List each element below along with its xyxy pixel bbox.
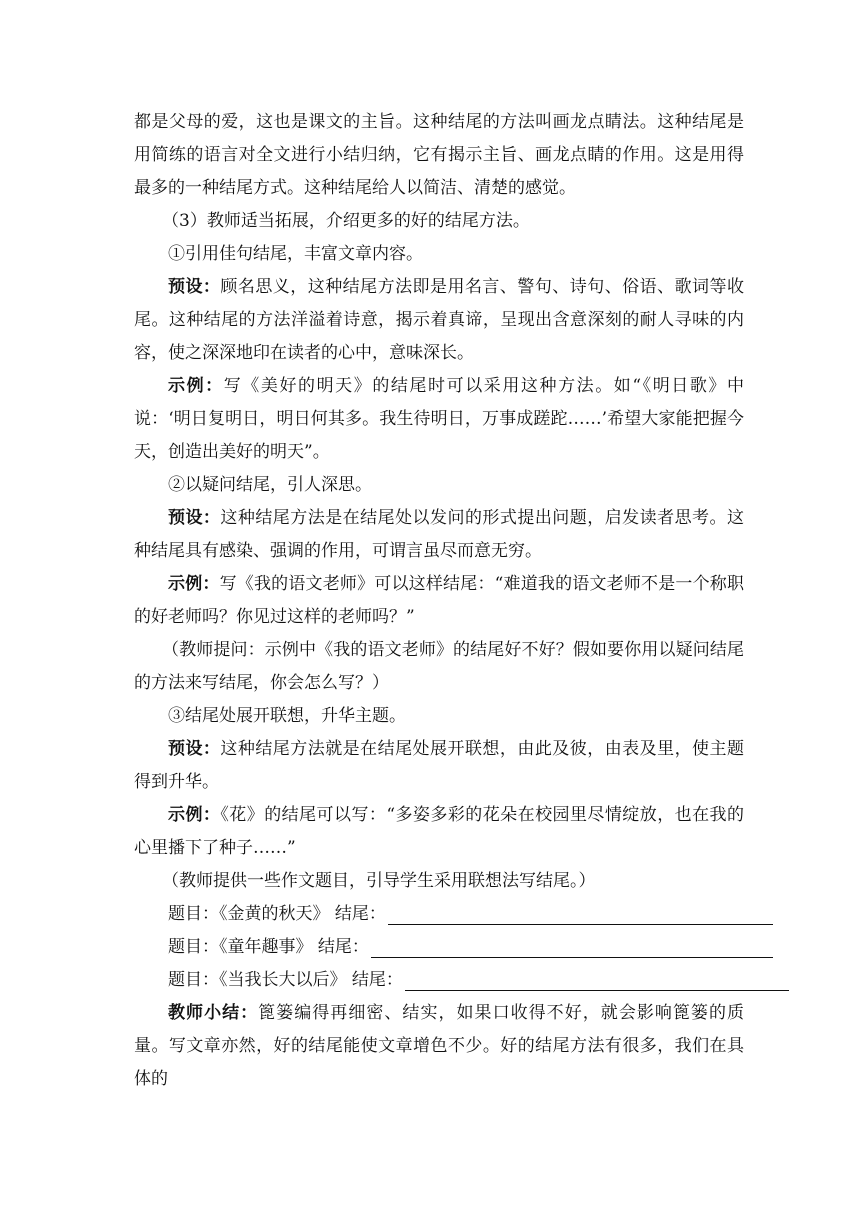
method-1-preset [134, 271, 744, 370]
summary-label: 教师小结： [168, 1003, 259, 1023]
example-text: 《花》的结尾可以写：“多姿多彩的花朵在校园里尽情绽放，也在我的心里播下了种子……” [134, 805, 745, 858]
method-3-heading: ③结尾处展开联想，升华主题。 [168, 706, 406, 726]
document-body [134, 106, 744, 1096]
exercise-label: 题目：《当我长大以后》 结尾： [168, 970, 403, 990]
method-3-preset [134, 733, 744, 799]
example-label: 示例： [168, 805, 221, 825]
method-2-example [134, 568, 744, 634]
example-label: 示例： [168, 574, 220, 594]
teacher-summary [134, 997, 744, 1096]
answer-blank[interactable] [405, 966, 789, 991]
method-3-example [134, 799, 744, 865]
paragraph-main-idea: 都是父母的爱，这也是课文的主旨。这种结尾的方法叫画龙点睛法。这种结尾是用简练的语言对全文进行小结归纳，它有揭示主旨、画龙点睛的作用。这是用得最多的一种结尾方式。这种结尾给人以简洁、清楚的感觉。 [134, 112, 744, 198]
method-1-heading: ①引用佳句结尾，丰富文章内容。 [168, 244, 423, 264]
preset-label: 预设： [168, 277, 221, 297]
summary-text: 篦篓编得再细密、结实，如果口收得不好，就会影响篦篓的质量。写文章亦然，好的结尾能使文章增色不少。好的结尾方法有很多，我们在具体的 [134, 1003, 745, 1089]
preset-text: 这种结尾方法就是在结尾处展开联想，由此及彼，由表及里，使主题得到升华。 [134, 739, 744, 792]
exercise-row [134, 898, 744, 931]
example-text: 写《美好的明天》的结尾时可以采用这种方法。如“《明日歌》中说：‘明日复明日，明日何其多。我生待明日，万事成蹉跎……’希望大家能把握今天，创造出美好的明天”。 [134, 376, 744, 462]
preset-text: 这种结尾方法是在结尾处以发问的形式提出问题，启发读者思考。这种结尾具有感染、强调的作用，可谓言虽尽而意无穷。 [134, 508, 744, 561]
method-2-heading: ②以疑问结尾，引人深思。 [168, 475, 372, 495]
method-1-example [134, 370, 744, 469]
teacher-question: （教师提问：示例中《我的语文老师》的结尾好不好？假如要你用以疑问结尾的方法来写结尾，你会怎么写？） [134, 640, 744, 693]
exercise-label: 题目：《童年趣事》 结尾： [168, 937, 369, 957]
answer-blank[interactable] [388, 900, 773, 925]
exercise-label: 题目：《金黄的秋天》 结尾： [168, 904, 386, 924]
preset-text: 顾名思义，这种结尾方法即是用名言、警句、诗句、俗语、歌词等收尾。这种结尾的方法洋溢着诗意，揭示着真谛，呈现出含意深刻的耐人寻味的内容，使之深深地印在读者的心中，意味深长。 [134, 277, 744, 363]
teacher-prompt: （教师提供一些作文题目，引导学生采用联想法写结尾。） [162, 871, 596, 891]
example-text: 写《我的语文老师》可以这样结尾：“难道我的语文老师不是一个称职的好老师吗？你见过这样的老师吗？” [134, 574, 744, 627]
preset-label: 预设： [168, 739, 221, 759]
answer-blank[interactable] [371, 933, 773, 958]
preset-label: 预设： [168, 508, 221, 528]
method-2-preset [134, 502, 744, 568]
exercise-row [134, 964, 744, 997]
exercise-row [134, 931, 744, 964]
example-label: 示例： [168, 376, 224, 396]
paragraph-extension-intro: （3）教师适当拓展，介绍更多的好的结尾方法。 [162, 211, 530, 231]
